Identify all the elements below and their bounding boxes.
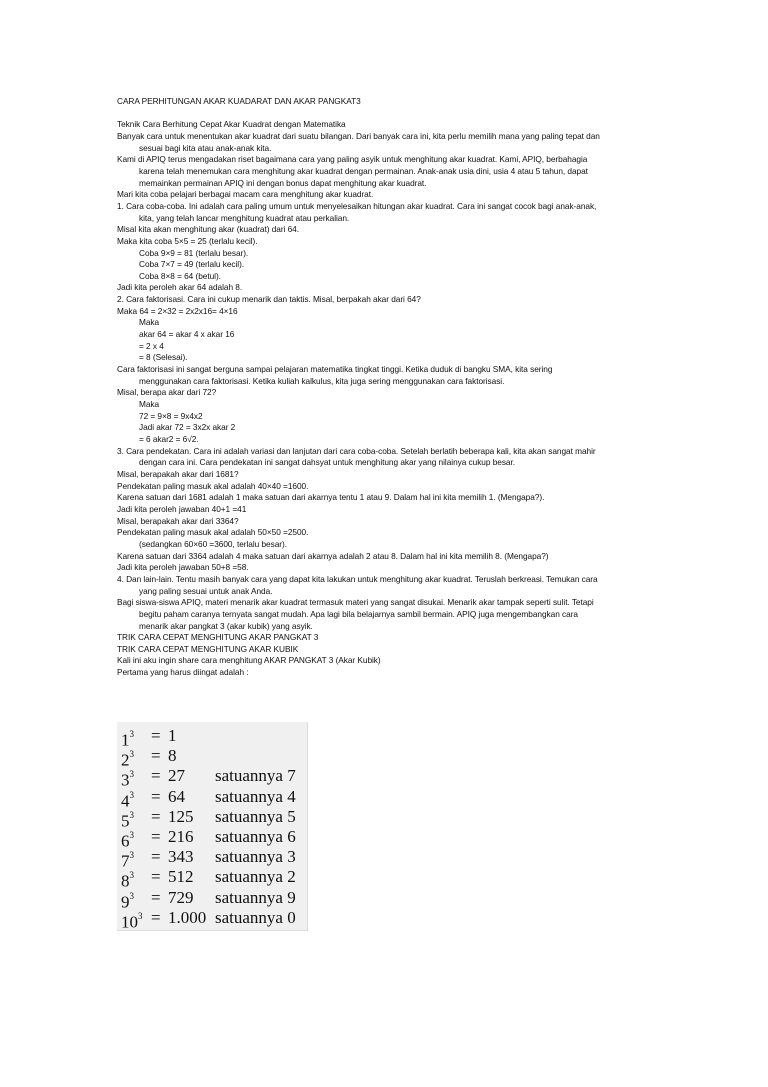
cube-equals: = [151,887,161,907]
cube-exponent: 3 [129,789,134,800]
text-line: Maka kita coba 5×5 = 25 (terlalu kecil). [117,235,258,246]
text-line: Karena satuan dari 1681 adalah 1 maka satuan dari akarnya tentu 1 atau 9. Dalam hal ini kita memilih 1. (Mengapa?). [117,492,545,503]
text-line: Misal, berapa akar dari 72? [117,387,217,398]
cube-exponent: 3 [129,729,134,739]
text-line: TRIK CARA CEPAT MENGHITUNG AKAR KUBIK [117,643,299,654]
cube-base-number: 7 [121,851,130,871]
text-line: Jadi akar 72 = 3x2x akar 2 [139,422,236,433]
cube-units-note: satuannya 0 [215,907,296,927]
cube-equals: = [151,806,161,826]
cube-base-number: 4 [121,791,130,811]
cube-exponent: 3 [129,749,134,760]
cube-equals: = [151,766,161,786]
text-line: Cara faktorisasi ini sangat berguna sampai pelajaran matematika tingkat tinggi. Ketika duduk di bangku SMA, kita sering [117,364,553,375]
cube-units-note: satuannya 6 [215,827,296,846]
cube-value: 8 [168,746,177,766]
text-line: 4. Dan lain-lain. Tentu masih banyak cara yang dapat kita lakukan untuk menghitung akar kuadrat. Teruslah berkreasi. Temukan cara [117,573,598,584]
text-line: 1. Cara coba-coba. Ini adalah cara paling umum untuk menyelesaikan hitungan akar kuadrat. Cara ini sangat cocok bagi anak-anak, [117,200,597,211]
text-line: kita, yang telah lancar menghitung kuadrat atau perkalian. [139,212,350,223]
text-line: = 2 x 4 [139,340,164,351]
text-line: Misal kita akan menghitung akar (kuadrat) dari 64. [117,224,299,235]
cube-exponent: 3 [129,769,134,780]
text-line: Pertama yang harus diingat adalah : [117,667,249,678]
text-line: 2. Cara faktorisasi. Cara ini cukup menarik dan taktis. Misal, berpakah akar dari 64? [117,294,421,305]
text-line: Maka 64 = 2×32 = 2x2x16= 4×16 [117,305,238,316]
cube-equals: = [151,786,161,806]
text-line: Misal, berapakah akar dari 1681? [117,468,239,479]
cube-base [121,908,143,933]
text-line: Pendekatan paling masuk akal adalah 40×40 =1600. [117,480,309,491]
text-line: Coba 8×8 = 64 (betul). [139,270,221,281]
cube-equals: = [151,726,161,745]
cube-exponent: 3 [129,809,134,820]
text-line: Kali ini aku ingin share cara menghitung AKAR PANGKAT 3 (Akar Kubik) [117,655,381,666]
text-line: 72 = 9×8 = 9x4x2 [139,410,203,421]
text-line: Teknik Cara Berhitung Cepat Akar Kuadrat dengan Matematika [117,119,346,130]
text-line: 3. Cara pendekatan. Cara ini adalah variasi dan lanjutan dari cara coba-coba. Setelah berlatih beberapa kali, kita akan sangat mahir [117,445,596,456]
text-line: Kami di APIQ terus mengadakan riset bagaimana cara yang paling asyik untuk menghitung akar kuadrat. Kami, APIQ, berbahagia [117,154,588,165]
text-line: akar 64 = akar 4 x akar 16 [139,329,235,340]
text-line: Mari kita coba pelajari berbagai macam cara menghitung akar kuadrat. [117,189,374,200]
text-line: Jadi kita peroleh jawaban 50+8 =58. [117,562,249,573]
text-line: yang paling sesuai untuk anak Anda. [139,585,273,596]
blank-line [117,108,682,120]
cube-units-note: satuannya 2 [215,867,296,887]
text-line: Coba 7×7 = 49 (terlalu kecil). [139,259,245,270]
cube-units-note: satuannya 7 [215,766,296,786]
cube-base-number: 6 [121,831,130,851]
cube-equals: = [151,867,161,887]
cube-units-note: satuannya 5 [215,806,296,826]
cube-equals: = [151,847,161,867]
text-line: karena telah menemukan cara menghitung akar kuadrat dengan permainan. Anak-anak usia dini, usia 4 atau 5 tahun, dapat [139,165,588,176]
text-line: Jadi kita peroleh jawaban 40+1 =41 [117,503,247,514]
cube-equals: = [151,907,161,927]
cube-value: 343 [168,847,194,867]
cube-exponent: 3 [129,870,134,881]
text-line: memainkan permainan APIQ ini dengan bonus dapat menghitung akar kuadrat. [139,177,427,188]
cube-units-note: satuannya 3 [215,847,296,867]
text-line: (sedangkan 60×60 =3600, terlalu besar). [139,538,287,549]
cube-value: 729 [168,887,194,907]
cube-base-number: 2 [121,750,130,770]
text-line: Coba 9×9 = 81 (terlalu besar). [139,247,249,258]
cube-value: 64 [168,786,185,806]
text-line: Bagi siswa-siswa APIQ, materi menarik akar kuadrat termasuk materi yang sangat disukai. Menarik akar tampak seperti sulit. Tetapi [117,597,594,608]
text-line: menarik akar pangkat 3 (akar kubik) yang asyik. [139,620,313,631]
text-line: = 6 akar2 = 6√2. [139,434,199,445]
cube-base-number: 1 [121,730,130,750]
cube-table-image [117,722,308,931]
cube-base-number: 9 [121,892,130,912]
text-line: Maka [139,399,160,410]
cube-equals: = [151,827,161,846]
cube-exponent: 3 [129,830,134,840]
cube-units-note: satuannya 4 [215,786,296,806]
cube-base-number: 5 [121,811,130,831]
cube-value: 1.000 [168,907,207,927]
text-line: menggunakan cara faktorisasi. Ketika kuliah kalkulus, kita juga sering menggunakan cara faktorisasi. [139,375,505,386]
text-line: Karena satuan dari 3364 adalah 4 maka satuan dari akarnya adalah 2 atau 8. Dalam hal ini kita memilih 8. (Mengapa?) [117,550,549,561]
document-title: CARA PERHITUNGAN AKAR KUADARAT DAN AKAR PANGKAT3 [117,96,361,106]
paragraph-lines [117,119,682,679]
text-line: sesuai bagi kita atau anak-anak kita. [139,142,272,153]
cube-units-note: satuannya 9 [215,887,296,907]
cube-value: 1 [168,726,177,745]
text-line: = 8 (Selesai). [139,352,188,363]
text-line: Misal, berapakah akar dari 3364? [117,515,239,526]
cube-exponent: 3 [129,890,134,901]
cube-value: 27 [168,766,185,786]
cube-base-number: 3 [121,771,130,791]
cube-value: 512 [168,867,194,887]
cube-value: 216 [168,827,194,846]
cube-exponent: 3 [138,910,143,921]
cube-base-number: 8 [121,872,130,892]
text-line: TRIK CARA CEPAT MENGHITUNG AKAR PANGKAT 3 [117,632,319,643]
text-line: Banyak cara untuk menentukan akar kuadrat dari suatu bilangan. Dari banyak cara ini, kita perlu memilih mana yang paling tepat dan [117,130,600,141]
text-line: begitu paham caranya ternyata sangat mudah. Apa lagi bila belajarnya sambil bermain. APIQ juga mengembangkan cara [139,608,578,619]
text-line: Maka [139,317,160,328]
cube-value: 125 [168,806,194,826]
document-body [117,96,682,679]
text-line: Jadi kita peroleh akar 64 adalah 8. [117,282,243,293]
cube-equals: = [151,746,161,766]
text-line: dengan cara ini. Cara pendekatan ini sangat dahsyat untuk menghitung akar yang nilainya cukup besar. [139,457,515,468]
cube-base-number: 10 [121,912,138,932]
cube-exponent: 3 [129,850,134,861]
text-line: Pendekatan paling masuk akal adalah 50×50 =2500. [117,527,309,538]
